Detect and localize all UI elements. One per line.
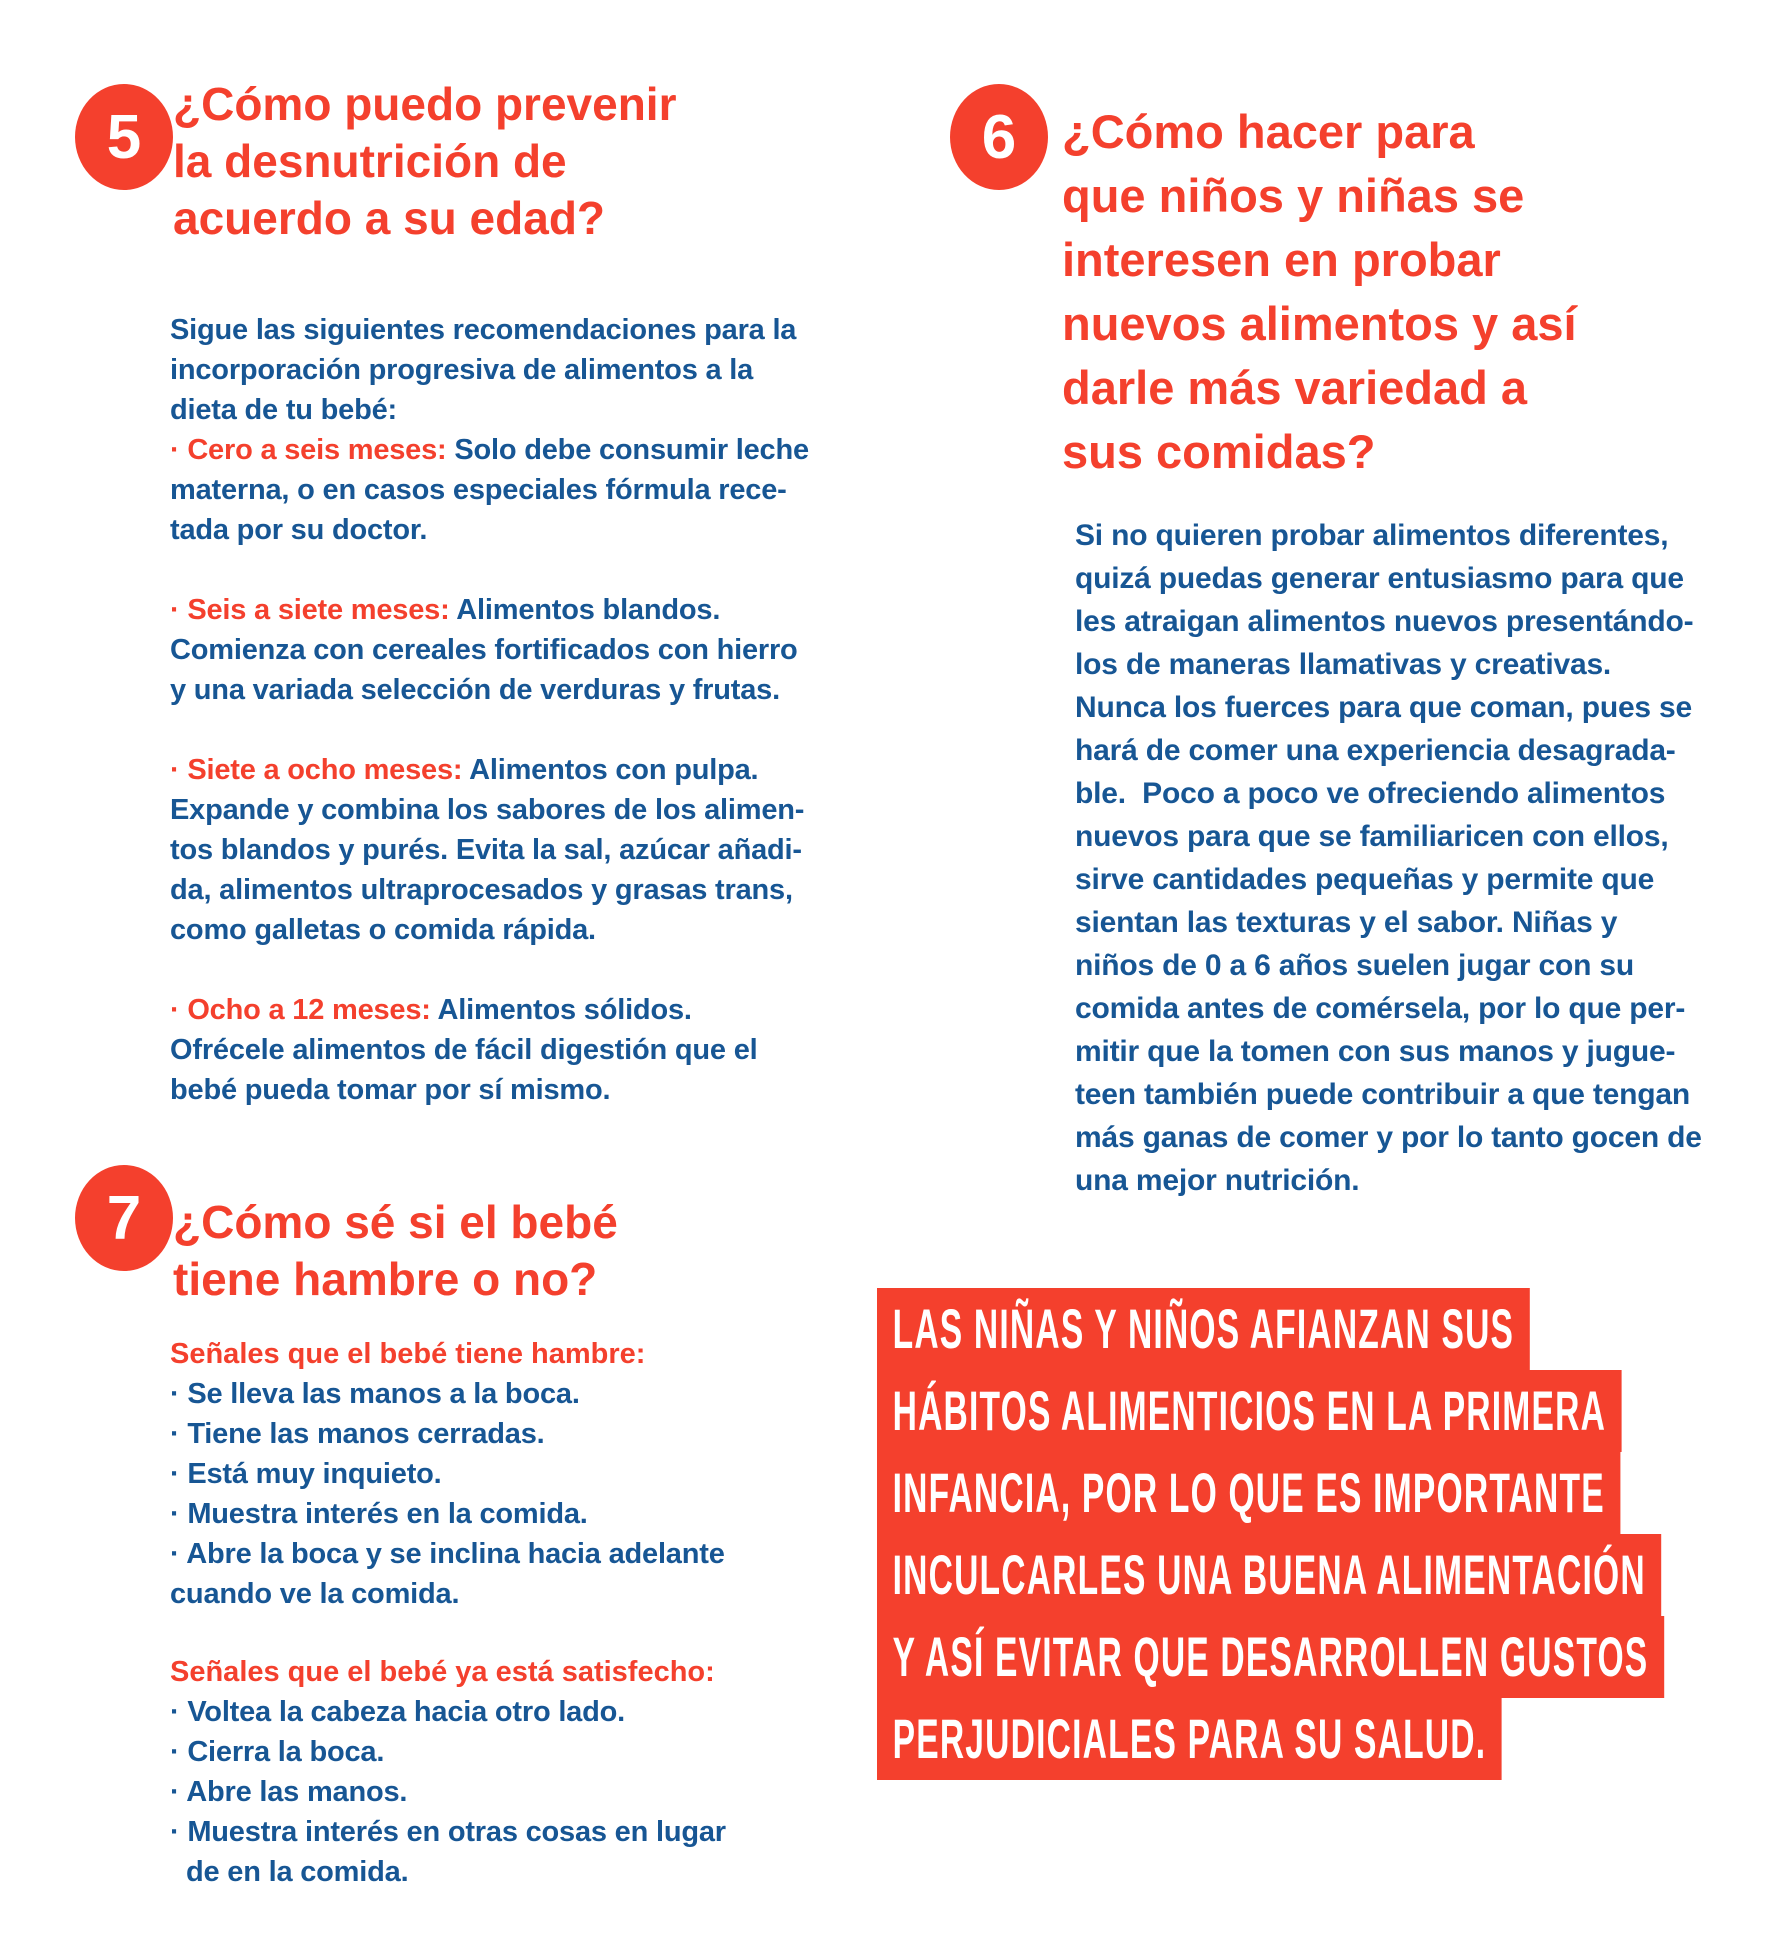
body-line: tos blandos y purés. Evita la sal, azúcar añadi- <box>170 834 802 866</box>
hungry-signs-list <box>170 1374 725 1614</box>
list-item: de en la comida. <box>186 1856 409 1888</box>
title-line: darle más variedad a <box>1062 361 1528 414</box>
body-line: como galletas o comida rápida. <box>170 914 596 946</box>
quote-line: Y ASÍ EVITAR QUE DESARROLLEN GUSTOS <box>877 1616 1664 1698</box>
body-line: nuevos para que se familiaricen con ellos, <box>1075 820 1669 853</box>
section-7-number: 7 <box>106 1183 142 1253</box>
list-item: · Tiene las manos cerradas. <box>170 1418 545 1450</box>
satisfied-signs-list <box>170 1692 726 1892</box>
body-line: sientan las texturas y el sabor. Niñas y <box>1075 906 1618 939</box>
section-6-number: 6 <box>981 102 1017 172</box>
section-6-title <box>1062 100 1577 484</box>
body-line: una mejor nutrición. <box>1075 1164 1360 1197</box>
list-item: · Muestra interés en otras cosas en lugar <box>170 1816 726 1848</box>
age-range-label: · Cero a seis meses: <box>170 434 447 466</box>
quote-line: HÁBITOS ALIMENTICIOS EN LA PRIMERA <box>877 1370 1622 1452</box>
quote-line: PERJUDICIALES PARA SU SALUD. <box>877 1698 1502 1780</box>
list-item: · Abre la boca y se inclina hacia adelante <box>170 1538 725 1570</box>
section-7-title <box>173 1194 618 1308</box>
title-line: nuevos alimentos y así <box>1062 297 1577 350</box>
title-line: la desnutrición de <box>173 135 567 187</box>
body-line: incorporación progresiva de alimentos a la <box>170 354 754 386</box>
body-line: los de maneras llamativas y creativas. <box>1075 648 1612 681</box>
title-line: ¿Cómo sé si el bebé <box>173 1196 618 1248</box>
body-text: Alimentos sólidos. <box>430 994 692 1026</box>
body-line: da, alimentos ultraprocesados y grasas trans, <box>170 874 793 906</box>
body-line: Comienza con cereales fortificados con hierro <box>170 634 798 666</box>
body-line: Nunca los fuerces para que coman, pues se <box>1075 691 1693 724</box>
title-line: ¿Cómo hacer para <box>1062 105 1475 158</box>
body-text: Solo debe consumir leche <box>446 434 809 466</box>
title-line: que niños y niñas se <box>1062 169 1525 222</box>
body-line: niños de 0 a 6 años suelen jugar con su <box>1075 949 1635 982</box>
body-text: Alimentos blandos. <box>449 594 721 626</box>
section-5-group-6-7-months <box>170 590 798 710</box>
body-line <box>170 750 804 790</box>
section-5-intro <box>170 310 796 430</box>
hungry-signs-heading: Señales que el bebé tiene hambre: <box>170 1338 646 1370</box>
list-item: · Cierra la boca. <box>170 1736 385 1768</box>
body-text: Alimentos con pulpa. <box>462 754 759 786</box>
body-line: Si no quieren probar alimentos diferentes, <box>1075 519 1669 552</box>
body-line: les atraigan alimentos nuevos presentándo- <box>1075 605 1694 638</box>
highlight-quote-block <box>877 1288 1664 1780</box>
body-line: comida antes de comérsela, por lo que per- <box>1075 992 1686 1025</box>
body-line: bebé pueda tomar por sí mismo. <box>170 1074 611 1106</box>
title-line: acuerdo a su edad? <box>173 192 606 244</box>
body-line: hará de comer una experiencia desagrada- <box>1075 734 1676 767</box>
body-line: tada por su doctor. <box>170 514 428 546</box>
title-line: ¿Cómo puedo prevenir <box>173 78 677 130</box>
body-line: teen también puede contribuir a que tengan <box>1075 1078 1691 1111</box>
section-6-badge <box>950 84 1048 190</box>
body-line <box>170 990 757 1030</box>
section-5-title <box>173 76 676 247</box>
body-line: y una variada selección de verduras y frutas. <box>170 674 780 706</box>
body-line: más ganas de comer y por lo tanto gocen de <box>1075 1121 1702 1154</box>
body-line: mitir que la tomen con sus manos y jugue- <box>1075 1035 1676 1068</box>
body-line: ble. Poco a poco ve ofreciendo alimentos <box>1075 777 1666 810</box>
list-item: · Se lleva las manos a la boca. <box>170 1378 580 1410</box>
quote-line: INCULCARLES UNA BUENA ALIMENTACIÓN <box>877 1534 1661 1616</box>
satisfied-signs-heading: Señales que el bebé ya está satisfecho: <box>170 1656 715 1688</box>
list-item: · Muestra interés en la comida. <box>170 1498 588 1530</box>
body-line: Sigue las siguientes recomendaciones para la <box>170 314 797 346</box>
body-line <box>170 590 798 630</box>
title-line: interesen en probar <box>1062 233 1501 286</box>
body-line: sirve cantidades pequeñas y permite que <box>1075 863 1655 896</box>
quote-line: LAS NIÑAS Y NIÑOS AFIANZAN SUS <box>877 1288 1530 1370</box>
age-range-label: · Ocho a 12 meses: <box>170 994 431 1026</box>
body-line: quizá puedas generar entusiasmo para que <box>1075 562 1684 595</box>
section-5-group-8-12-months <box>170 990 757 1110</box>
body-line: Expande y combina los sabores de los alimen- <box>170 794 805 826</box>
list-item: · Voltea la cabeza hacia otro lado. <box>170 1696 625 1728</box>
title-line: tiene hambre o no? <box>173 1253 598 1305</box>
section-5-badge <box>75 84 173 190</box>
body-line: dieta de tu bebé: <box>170 394 398 426</box>
section-7-badge <box>75 1165 173 1271</box>
section-6-body <box>1075 514 1702 1202</box>
section-5-group-7-8-months <box>170 750 804 950</box>
title-line: sus comidas? <box>1062 425 1376 478</box>
list-item: · Abre las manos. <box>170 1776 408 1808</box>
age-range-label: · Siete a ocho meses: <box>170 754 463 786</box>
section-5-group-0-6-months <box>170 430 809 550</box>
body-line: materna, o en casos especiales fórmula rece- <box>170 474 787 506</box>
age-range-label: · Seis a siete meses: <box>170 594 450 626</box>
section-5-number: 5 <box>106 102 142 172</box>
list-item: cuando ve la comida. <box>170 1578 460 1610</box>
list-item: · Está muy inquieto. <box>170 1458 442 1490</box>
body-line <box>170 430 809 470</box>
body-line: Ofrécele alimentos de fácil digestión que el <box>170 1034 758 1066</box>
quote-line: INFANCIA, POR LO QUE ES IMPORTANTE <box>877 1452 1620 1534</box>
